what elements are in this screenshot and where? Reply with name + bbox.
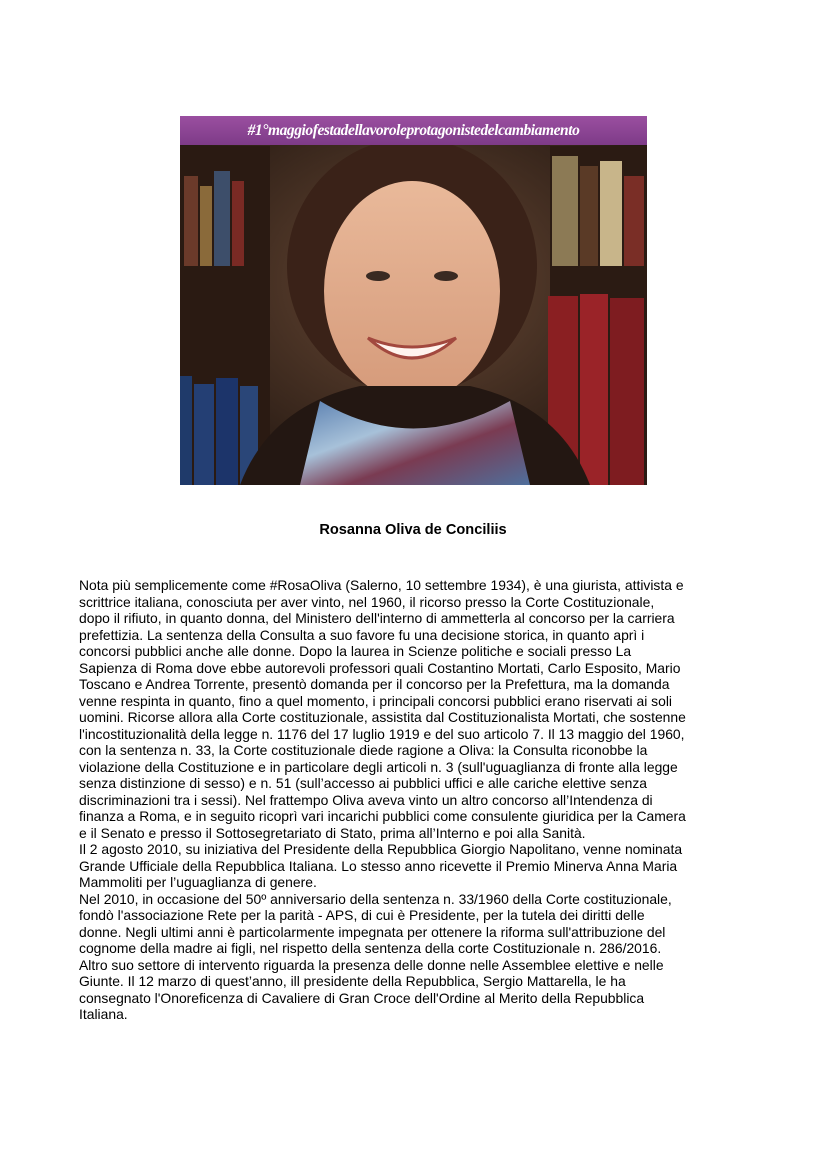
body-line: prefettizia. La sentenza della Consulta a suo favore fu una decisione storica, in quanto aprì i xyxy=(79,626,645,643)
body-line: discriminazioni tra i sessi). Nel frattempo Oliva aveva vinto un altro concorso all’Intendenza di xyxy=(79,791,653,808)
body-line: Toscano e Andrea Torrente, presentò domanda per il concorso per la Prefettura, ma la domanda xyxy=(79,676,670,692)
body-line: l'incostituzionalità della legge n. 1176 del 17 luglio 1919 e del suo articolo 7. Il 13 maggio del 1960, xyxy=(79,725,685,742)
body-line: violazione della Costituzione e in particolare degli articoli n. 3 (sull'uguaglianza di fronte alla legge xyxy=(79,758,678,775)
body-line: Nel 2010, in occasione del 50º anniversario della sentenza n. 33/1960 della Corte costituzionale, xyxy=(79,890,672,907)
body-line: Giunte. Il 12 marzo di quest’anno, ill presidente della Repubblica, Sergio Mattarella, le ha xyxy=(79,973,626,989)
body-line: Il 2 agosto 2010, su iniziativa del Presidente della Repubblica Giorgio Napolitano, venne nominata xyxy=(79,841,683,857)
body-line: scrittrice italiana, conosciuta per aver vinto, nel 1960, il ricorso presso la Corte Costituzionale, xyxy=(79,593,655,610)
portrait-illustration xyxy=(180,116,647,485)
page-title: Rosanna Oliva de Conciliis xyxy=(319,522,507,538)
body-line: uomini. Ricorse allora alla Corte costituzionale, assistita dal Costituzionalista Mortati, che sostenne xyxy=(79,709,686,725)
portrait-photo xyxy=(180,116,647,485)
body-line: venne respinta in quanto, fino a quel momento, i principali concorsi pubblici erano riservati ai soli xyxy=(79,692,672,709)
body-line: Sapienza di Roma dove ebbe autorevoli professori quali Costantino Mortati, Carlo Esposito, Mario xyxy=(79,659,681,676)
body-line: e il Senato e presso il Sottosegretariato di Stato, prima all’Interno e poi alla Sanità. xyxy=(79,824,586,841)
body-line: finanza a Roma, e in seguito ricoprì vari incarichi pubblici come consulente giuridica per la Camera xyxy=(79,808,686,824)
body-line: con la sentenza n. 33, la Corte costituzionale diede ragione a Oliva: la Consulta riconobbe la xyxy=(79,742,648,758)
body-line: concorsi pubblici anche alle donne. Dopo la laurea in Scienze politiche e sociali presso La xyxy=(79,643,632,659)
body-line: cognome della madre ai figli, nel rispetto della sentenza della corte Costituzionale n. 286/2016. xyxy=(79,940,662,956)
body-line: Nota più semplicemente come #RosaOliva (Salerno, 10 settembre 1934), è una giurista, attivista e xyxy=(79,577,684,593)
body-line: senza distinzione di sesso) e n. 51 (sull’accesso ai pubblici uffici e alle cariche elettive senza xyxy=(79,775,648,791)
body-line: consegnato l'Onoreficenza di Cavaliere di Gran Croce dell'Ordine al Merito della Repubblica xyxy=(79,989,645,1006)
body-line: donne. Negli ultimi anni è particolarmente impegnata per ottenere la riforma sull'attribuzione del xyxy=(79,923,666,940)
body-line: Grande Ufficiale della Repubblica Italiana. Lo stesso anno ricevette il Premio Minerva Anna Maria xyxy=(79,857,678,874)
photo-banner: #1°maggiofestadellavoroleprotagonistedelcambiamento xyxy=(180,116,647,145)
body-line: fondò l'associazione Rete per la parità - APS, di cui è Presidente, per la tutela dei diritti delle xyxy=(79,907,645,923)
body-line: Mammoliti per l’uguaglianza di genere. xyxy=(79,874,317,890)
body-line: Italiana. xyxy=(79,1006,128,1022)
body-line: dopo il rifiuto, in quanto donna, del Ministero dell'interno di ammetterla al concorso per la carriera xyxy=(79,610,675,626)
body-line: Altro suo settore di intervento riguarda la presenza delle donne nelle Assemblee elettive e nelle xyxy=(79,956,664,973)
body-text xyxy=(79,577,751,1023)
